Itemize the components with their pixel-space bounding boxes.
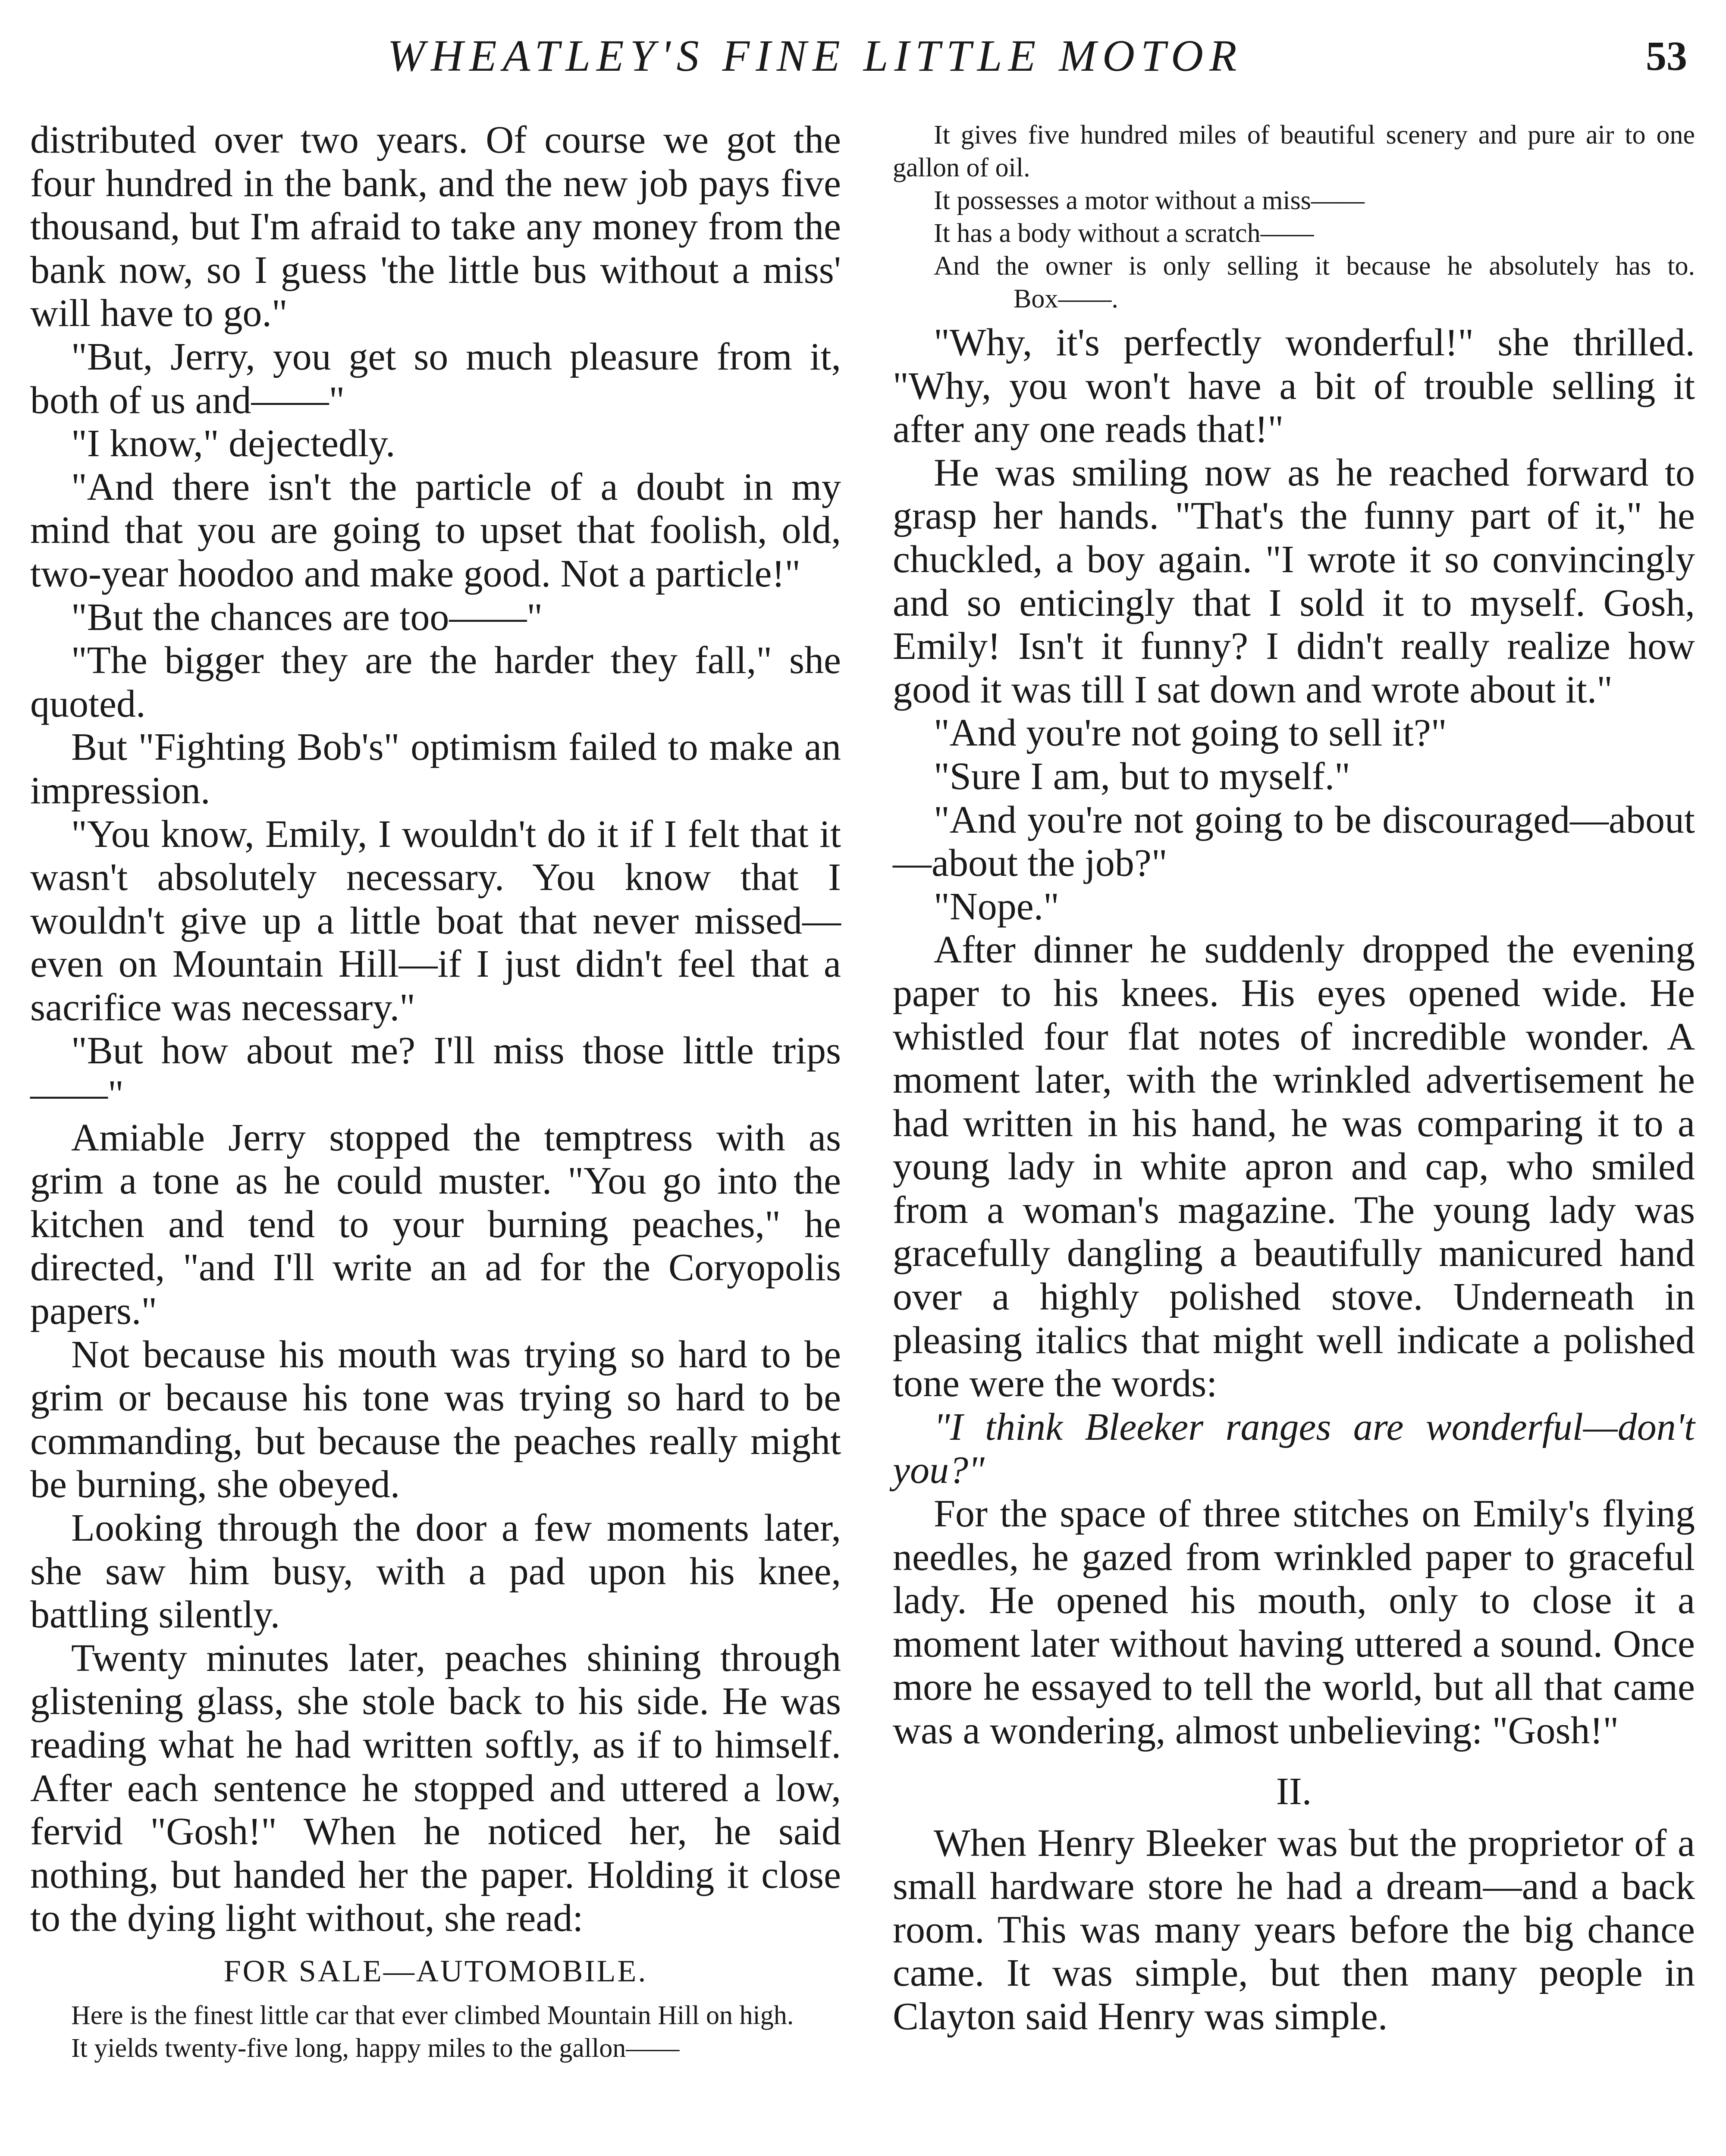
ad-box-number: Box——. — [1014, 284, 1118, 313]
section-numeral: II. — [1276, 1770, 1312, 1813]
right-column — [893, 119, 1695, 2039]
paragraph: "The bigger they are the harder they fall," she quoted. — [30, 639, 841, 725]
paragraph: "And there isn't the particle of a doubt in my mind that you are going to upset that foolish, old, two-year hoodoo and make good. Not a particle!" — [30, 465, 841, 595]
ad-title: FOR SALE—AUTOMOBILE. — [223, 1953, 648, 1988]
paragraph: "I know," dejectedly. — [71, 422, 395, 465]
page-number: 53 — [1646, 33, 1687, 79]
paragraph: "Sure I am, but to myself." — [934, 755, 1350, 798]
advertisement-text — [30, 1999, 841, 2065]
paragraph: distributed over two years. Of course we got the four hundred in the bank, and the new job pays five thousand, but I'm afraid to take any money from the bank now, so I guess 'the little bus without a miss' will have to go." — [30, 119, 841, 335]
paragraph: "You know, Emily, I wouldn't do it if I felt that it wasn't absolutely necessary. You know that I wouldn't give up a little boat that never missed—even on Mountain Hill—if I just didn't feel that a sacrifice was necessary." — [30, 812, 841, 1029]
paragraph: He was smiling now as he reached forward to grasp her hands. "That's the funny part of it," he chuckled, a boy again. "I wrote it so convincingly and so enticingly that I sold it to myself. Gosh, Emily! Isn't it funny? I didn't really realize how good it was till I sat down and wrote about it." — [893, 451, 1695, 711]
italic-quote: "I think Bleeker ranges are wonderful—don't you?" — [893, 1405, 1695, 1492]
ad-line: It has a body without a scratch—— — [934, 219, 1314, 248]
advertisement-text-continued — [893, 119, 1695, 315]
running-head — [0, 24, 1726, 88]
paragraph: "But how about me? I'll miss those little trips——" — [30, 1029, 841, 1116]
paragraph: "And you're not going to sell it?" — [934, 711, 1447, 755]
ad-line: Here is the finest little car that ever climbed Mountain Hill on high. — [71, 2000, 794, 2030]
paragraph: When Henry Bleeker was but the proprietor of a small hardware store he had a dream—and a back room. This was many years before the big chance came. It was simple, but then many people in Clayton said Henry was simple. — [893, 1821, 1695, 2038]
paragraph: Amiable Jerry stopped the temptress with as grim a tone as he could muster. "You go into the kitchen and tend to your burning peaches," he directed, "and I'll write an ad for the Coryopolis papers." — [30, 1116, 841, 1333]
ad-line — [893, 250, 1695, 315]
running-title: WHEATLEY'S FINE LITTLE MOTOR — [387, 31, 1243, 81]
paragraph: "And you're not going to be discouraged—about—about the job?" — [893, 798, 1695, 885]
ad-line: It gives five hundred miles of beautiful scenery and pure air to one gallon of oil. — [893, 120, 1695, 182]
paragraph: Twenty minutes later, peaches shining through glistening glass, she stole back to his side. He was reading what he had written softly, as if to himself. After each sentence he stopped and uttered a low, fervid "Gosh!" When he noticed her, he said nothing, but handed her the paper. Holding it close to the dying light without, she read: — [30, 1636, 841, 1940]
paragraph: For the space of three stitches on Emily's flying needles, he gazed from wrinkled paper to graceful lady. He opened his mouth, only to close it a moment later without having uttered a sound. Once more he essayed to tell the world, but all that came was a wondering, almost unbelieving: "Gosh!" — [893, 1492, 1695, 1752]
ad-line: It possesses a motor without a miss—— — [934, 186, 1365, 215]
paragraph: "Nope." — [934, 885, 1059, 928]
paragraph: "Why, it's perfectly wonderful!" she thrilled. "Why, you won't have a bit of trouble selling it after any one reads that!" — [893, 321, 1695, 451]
paragraph: After dinner he suddenly dropped the evening paper to his knees. His eyes opened wide. He whistled four flat notes of incredible wonder. A moment later, with the wrinkled advertisement he had written in his hand, he was comparing it to a young lady in white apron and cap, who smiled from a woman's magazine. The young lady was gracefully dangling a beautifully manicured hand over a highly polished stove. Underneath in pleasing italics that might well indicate a polished tone were the words: — [893, 928, 1695, 1405]
left-column — [30, 119, 841, 2065]
ad-line-text: And the owner is only selling it because he absolutely has to. — [934, 251, 1695, 281]
paragraph: Not because his mouth was trying so hard to be grim or because his tone was trying so hard to be commanding, but because the peaches really might be burning, she obeyed. — [30, 1333, 841, 1506]
paragraph: Looking through the door a few moments later, she saw him busy, with a pad upon his knee, battling silently. — [30, 1507, 841, 1636]
paragraph: But "Fighting Bob's" optimism failed to make an impression. — [30, 726, 841, 812]
ad-line: It yields twenty-five long, happy miles to the gallon—— — [71, 2033, 680, 2063]
paragraph: "But, Jerry, you get so much pleasure from it, both of us and——" — [30, 335, 841, 422]
paragraph: "But the chances are too——" — [71, 595, 543, 639]
